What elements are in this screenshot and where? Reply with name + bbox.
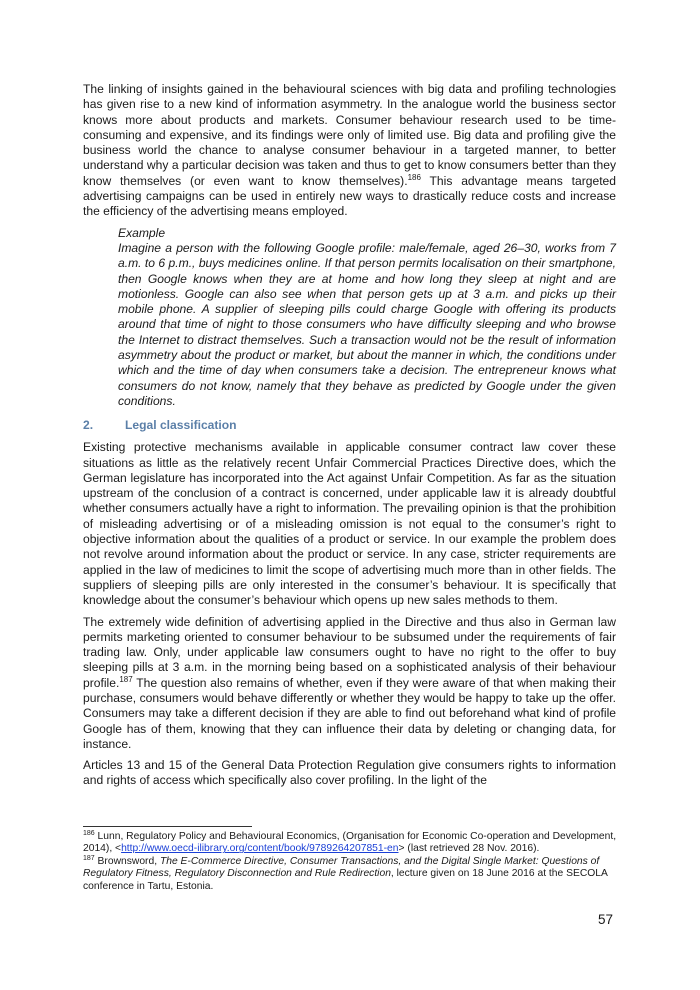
- footnote-187: [83, 856, 618, 893]
- footnote-186-link[interactable]: http://www.oecd-ilibrary.org/content/book/9789264207851-en: [121, 843, 399, 855]
- paragraph-1: [83, 82, 616, 220]
- paragraph-3: [83, 615, 616, 753]
- footnote-186-tail: > (last retrieved 28 Nov. 2016).: [398, 843, 540, 855]
- footnote-187-author: Brownsword,: [94, 855, 160, 867]
- paragraph-3-continued: The question also remains of whether, even if they were aware of that when making their purchase, consumers would behave differently or whether they would be happy to take up the offer. Consumers may take a different decision if they are able to find out beforehand what kind of profile Google has of them, knowing that they can influence their data by deleting or changing data, for instance.: [83, 675, 616, 751]
- paragraph-3-text: The extremely wide definition of advertising applied in the Directive and thus also in German law permits marketing oriented to consumer behaviour to be subsumed under the requirements of fair trading law. Only, under applicable law consumers ought to have no right to the offer to buy sleeping pills at 3 a.m. in the morning being based on a sophisticated analysis of their behaviour profile.: [83, 614, 616, 690]
- footnote-187-tail: , lecture given on 18 June 2016 at the SECOLA conference in Tartu, Estonia.: [83, 868, 608, 892]
- example-block: [118, 226, 616, 410]
- section-heading: [83, 418, 616, 433]
- footnotes: [83, 831, 618, 893]
- footnote-ref-186[interactable]: 186: [407, 172, 421, 182]
- footnote-divider: [83, 826, 252, 827]
- example-label: Example: [118, 225, 166, 240]
- paragraph-1-text: The linking of insights gained in the behavioural sciences with big data and profiling technologies has given rise to a new kind of information asymmetry. In the analogue world the business sector knows more about products and markets. Consumer behaviour research used to be time-consuming and expensive, and its findings were only of limited use. Big data and profiling give the business world the chance to analyse consumer behaviour in a targeted manner, to better understand why a particular decision was taken and thus to get to know consumers better than they know themselves (or even want to know themselves).: [83, 82, 616, 188]
- paragraph-2: Existing protective mechanisms available in applicable consumer contract law cover these situations as little as the relatively recent Unfair Commercial Practices Directive does, which the German legislature has incorporated into the Act against Unfair Competition. As far as the situation upstream of the conclusion of a contract is concerned, under applicable law it is already doubtful whether consumers actually have a right to information. The prevailing opinion is that the prohibition of misleading advertising or of a misleading omission is not equal to the consumer’s right to objective information about the qualities of a product or service. In our example the problem does not revolve around information about the product or service. In any case, stricter requirements are applied in the law of medicines to limit the scope of advertising much more than in other fields. The suppliers of sleeping pills are only interested in the consumer’s behaviour. It is specifically that knowledge about the consumer’s behaviour which opens up new sales methods to them.: [83, 440, 616, 608]
- footnote-ref-187[interactable]: 187: [119, 674, 133, 684]
- footnote-186: [83, 831, 618, 856]
- section-number: 2.: [83, 418, 94, 433]
- example-text: Imagine a person with the following Google profile: male/female, aged 26–30, works from 7 a.m. to 6 p.m., buys medicines online. If that person permits localisation on their smartphone, then Google knows when they are at home and how long they sleep at night and are motionless. Google can also see when that person gets up at 3 a.m. and picks up their mobile phone. A supplier of sleeping pills could charge Google with offering its products around that time of night to those consumers who have difficulty sleeping and who browse the Internet to distract themselves. Such a transaction would not be the result of information asymmetry about the product or market, but about the manner in which, the conditions under which and the time of day when consumers take a decision. The entrepreneur knows what consumers do not know, namely that they behave as predicted by Google under the given conditions.: [118, 240, 616, 408]
- paragraph-1-continued: This advantage means targeted advertising campaigns can be used in entirely new ways to drastically reduce costs and increase the efficiency of the advertising means employed.: [83, 173, 616, 219]
- footnote-187-title: The E-Commerce Directive, Consumer Transactions, and the Digital Single Market: Questions of Regulatory Fitness, Regulatory Disconnection and Rule Redirection: [83, 855, 600, 880]
- page-body: [83, 82, 616, 795]
- footnote-187-number: 187: [83, 854, 95, 862]
- paragraph-4: Articles 13 and 15 of the General Data Protection Regulation give consumers rights to information and rights of access which specifically also cover profiling. In the light of the: [83, 758, 616, 788]
- section-title: Legal classification: [125, 418, 237, 433]
- page-number: 57: [598, 912, 614, 927]
- footnote-186-number: 186: [83, 830, 95, 837]
- footnote-186-text: Lunn, Regulatory Policy and Behavioural Economics, (Organisation for Economic Co-operation and Development, 2014), <: [83, 831, 617, 855]
